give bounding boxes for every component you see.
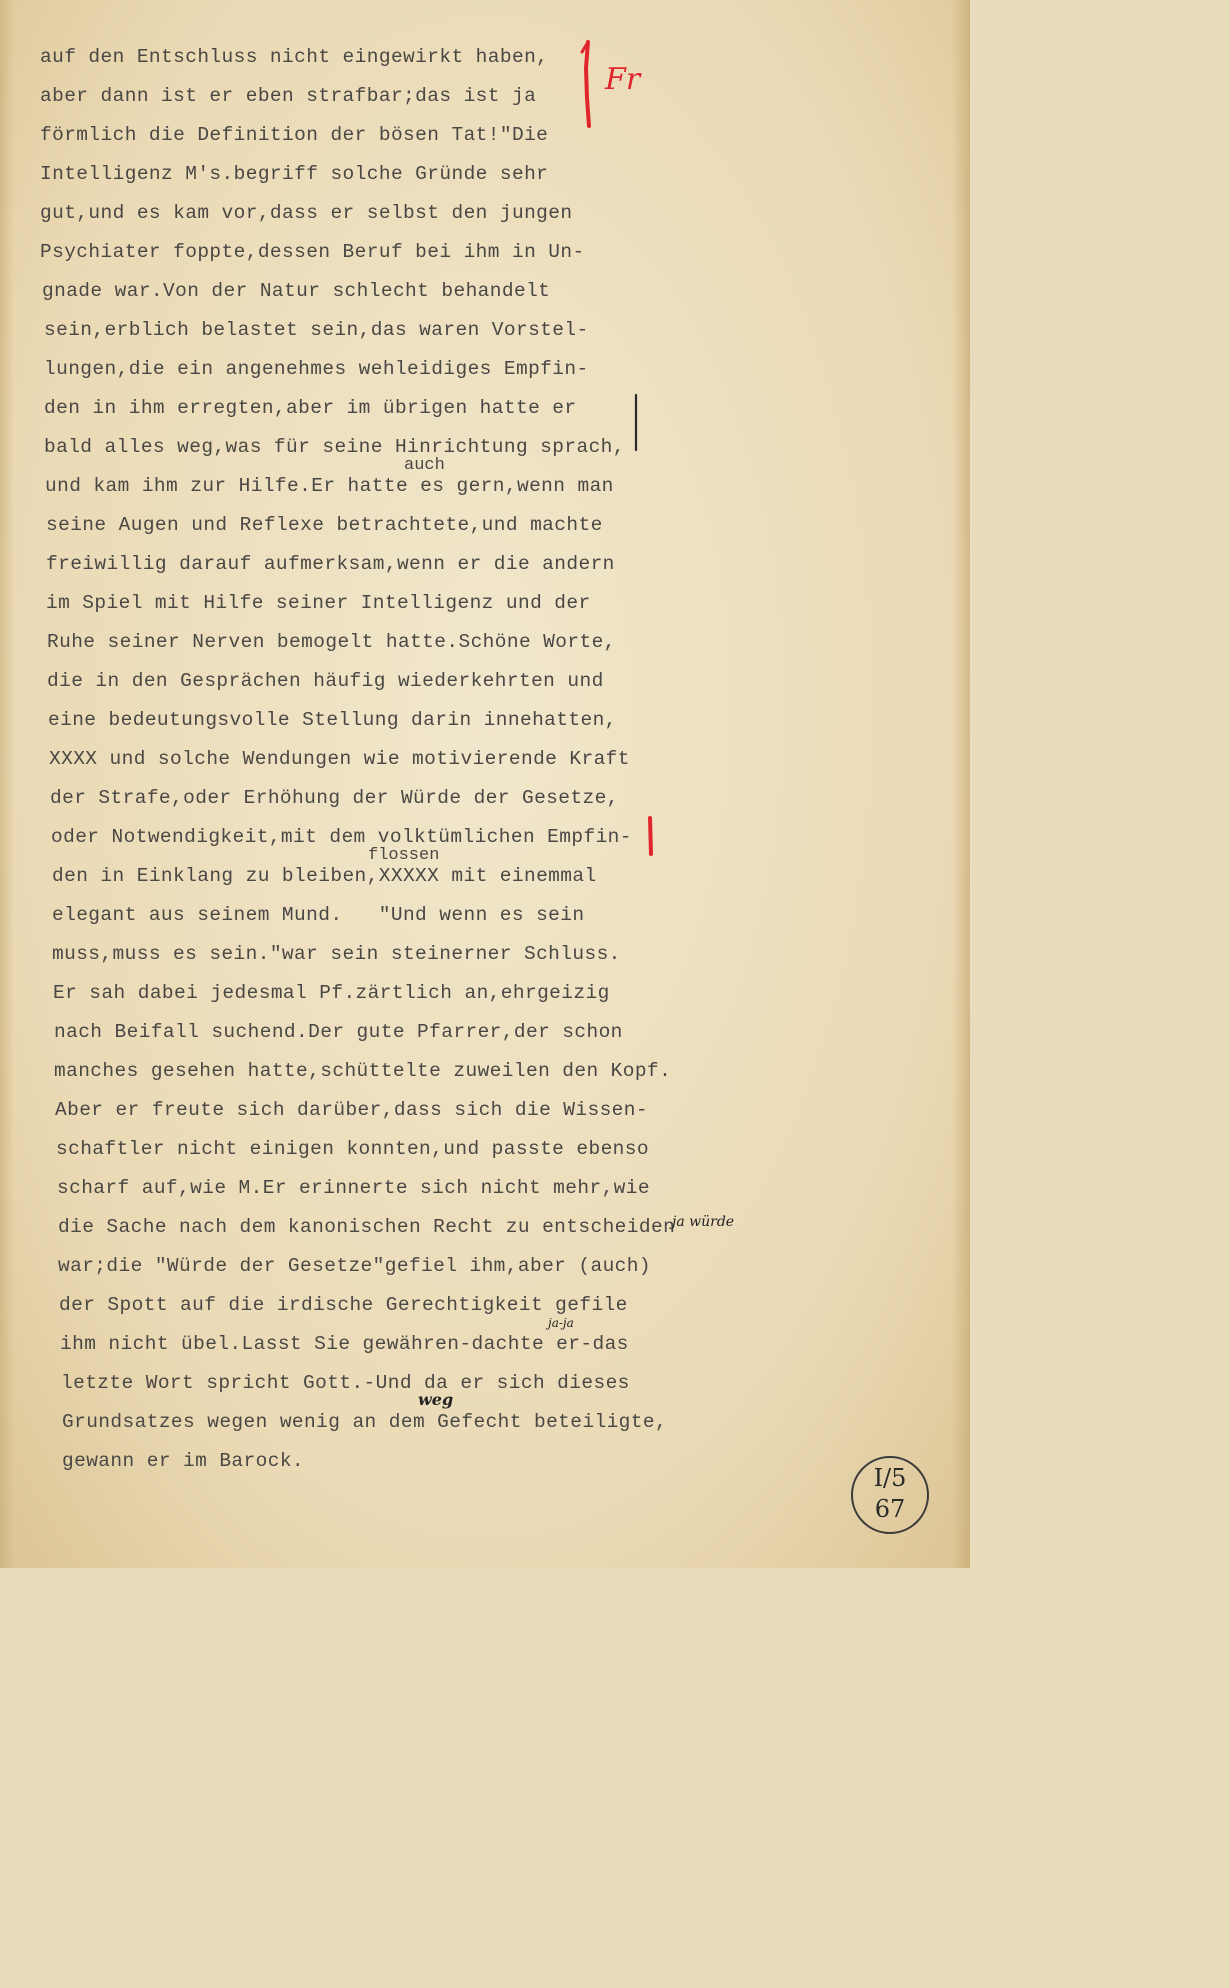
text-line: Intelligenz M's.begriff solche Gründe sehr xyxy=(40,163,549,185)
pencil-insert-mark: ja-ja xyxy=(548,1316,574,1330)
text-line: förmlich die Definition der bösen Tat!"Die xyxy=(40,124,549,146)
folio-number-top: I/5 xyxy=(873,1464,907,1492)
text-line: ihm nicht übel.Lasst Sie gewähren-dachte er-das xyxy=(60,1333,629,1355)
text-line: der Spott auf die irdische Gerechtigkeit gefile xyxy=(59,1294,628,1316)
text-line: scharf auf,wie M.Er erinnerte sich nicht mehr,wie xyxy=(57,1177,650,1199)
text-line: im Spiel mit Hilfe seiner Intelligenz und der xyxy=(46,592,591,614)
text-line: manches gesehen hatte,schüttelte zuweilen den Kopf. xyxy=(54,1060,672,1082)
paper-edge-right xyxy=(952,0,970,1568)
text-line: Ruhe seiner Nerven bemogelt hatte.Schöne Worte, xyxy=(47,631,616,653)
red-margin-stroke xyxy=(578,38,602,130)
text-line: Grundsatzes wegen wenig an dem Gefecht beteiligte, xyxy=(62,1411,668,1433)
text-line: gewann er im Barock. xyxy=(62,1450,305,1472)
interlinear-insert-flossen: flossen xyxy=(368,846,440,865)
text-line: Psychiater foppte,dessen Beruf bei ihm in Un- xyxy=(40,241,585,263)
pencil-margin-line xyxy=(630,392,642,454)
text-line: bald alles weg,was für seine Hinrichtung sprach, xyxy=(44,436,625,458)
paper-edge-left xyxy=(0,0,14,1568)
text-line: war;die "Würde der Gesetze"gefiel ihm,aber (auch) xyxy=(58,1255,651,1277)
folio-stamp xyxy=(851,1456,929,1534)
text-line: aber dann ist er eben strafbar;das ist ja xyxy=(40,85,537,107)
text-line: XXXX und solche Wendungen wie motivierende Kraft xyxy=(49,748,630,770)
text-line: freiwillig darauf aufmerksam,wenn er die andern xyxy=(46,553,615,575)
text-line: den in Einklang zu bleiben,XXXXX mit einemmal xyxy=(52,865,597,887)
text-line: muss,muss es sein."war sein steinerner Schluss. xyxy=(52,943,621,965)
text-line: der Strafe,oder Erhöhung der Würde der Gesetze, xyxy=(50,787,619,809)
text-line: lungen,die ein angenehmes wehleidiges Empfin- xyxy=(44,358,589,380)
text-line: den in ihm erregten,aber im übrigen hatte er xyxy=(44,397,577,419)
pencil-insert-word: weg xyxy=(418,1390,454,1409)
text-line: gut,und es kam vor,dass er selbst den jungen xyxy=(40,202,573,224)
text-line: die in den Gesprächen häufig wiederkehrten und xyxy=(47,670,604,692)
red-margin-tick xyxy=(644,814,658,858)
text-line: nach Beifall suchend.Der gute Pfarrer,der schon xyxy=(54,1021,623,1043)
text-line: Aber er freute sich darüber,dass sich die Wissen- xyxy=(55,1099,648,1121)
text-line: seine Augen und Reflexe betrachtete,und machte xyxy=(46,514,603,536)
text-line: Er sah dabei jedesmal Pf.zärtlich an,ehrgeizig xyxy=(53,982,610,1004)
text-line: letzte Wort spricht Gott.-Und da er sich dieses xyxy=(61,1372,630,1394)
text-line: elegant aus seinem Mund. "Und wenn es sein xyxy=(52,904,585,926)
interlinear-insert-auch: auch xyxy=(404,456,445,475)
pencil-margin-note: ja würde xyxy=(672,1214,735,1230)
red-margin-note: Fr xyxy=(605,62,641,97)
text-line: sein,erblich belastet sein,das waren Vorstel- xyxy=(44,319,589,341)
text-line: gnade war.Von der Natur schlecht behandelt xyxy=(42,280,551,302)
text-line: die Sache nach dem kanonischen Recht zu entscheiden xyxy=(58,1216,676,1238)
text-line: oder Notwendigkeit,mit dem volktümlichen Empfin- xyxy=(51,826,632,848)
text-line: eine bedeutungsvolle Stellung darin innehatten, xyxy=(48,709,617,731)
text-line: schaftler nicht einigen konnten,und passte ebenso xyxy=(56,1138,649,1160)
text-line: und kam ihm zur Hilfe.Er hatte es gern,wenn man xyxy=(45,475,614,497)
text-line: auf den Entschluss nicht eingewirkt haben, xyxy=(40,46,549,68)
folio-number-bottom: 67 xyxy=(874,1495,906,1523)
